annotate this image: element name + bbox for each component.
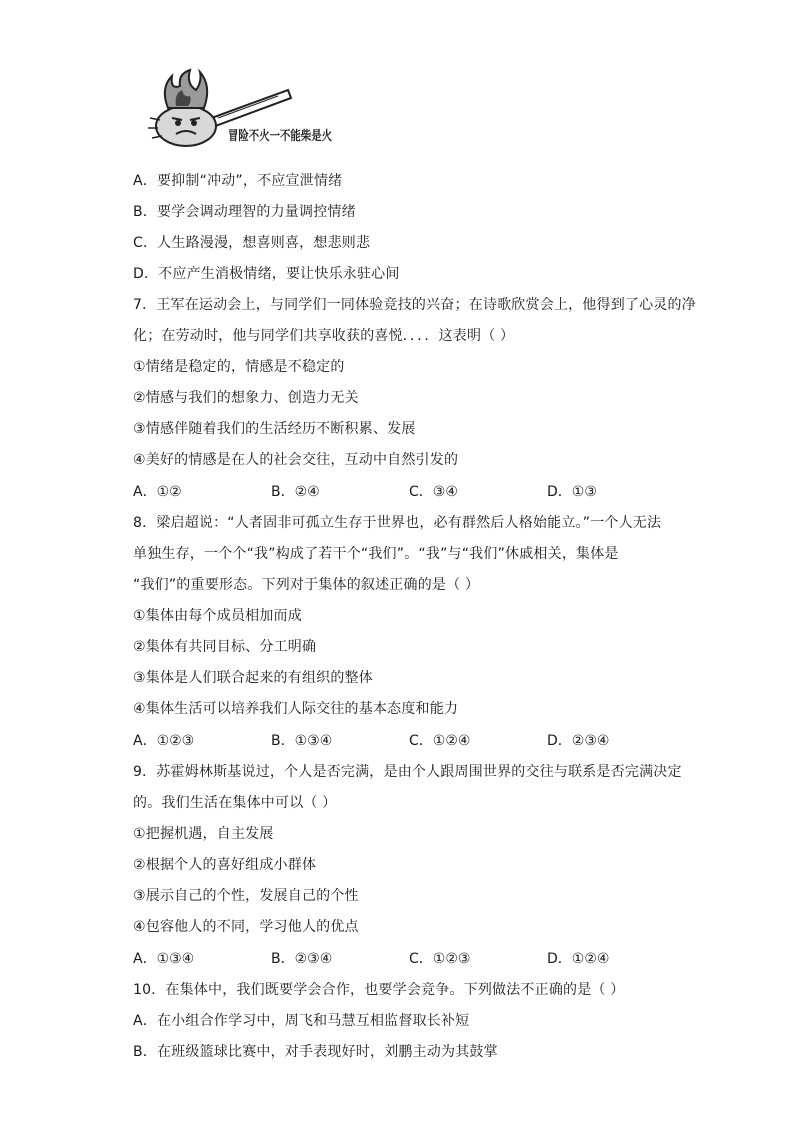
q7-choice-b: B．②④ — [271, 484, 320, 500]
q9-choice-d: D．①②④ — [547, 951, 610, 967]
q7-item-4: ④美好的情感是在人的社会交往，互动中自然引发的 — [133, 452, 459, 468]
q8-choice-b: B．①③④ — [271, 733, 333, 749]
q10-option-a: A．在小组合作学习中，周飞和马慧互相监督取长补短 — [133, 1013, 470, 1029]
q9-item-4: ④包容他人的不同，学习他人的优点 — [133, 919, 359, 935]
q7-stem-line-2: 化；在劳动时，他与同学们共享收获的喜悦．．．．这表明（ ） — [133, 328, 515, 344]
q9-item-2: ②根据个人的喜好组成小群体 — [133, 857, 317, 873]
illustration-caption: 冒险不火一不能柴是火 — [228, 129, 359, 144]
q8-choice-d: D．②③④ — [547, 733, 610, 749]
q6-option-c: C．人生路漫漫，想喜则喜，想悲则悲 — [133, 235, 371, 251]
q7-stem-line-1: 7．王军在运动会上，与同学们一同体验竞技的兴奋；在诗歌欣赏会上，他得到了心灵的净 — [133, 297, 696, 313]
q6-option-a: A．要抑制“冲动”，不应宣泄情绪 — [133, 173, 343, 189]
q8-choice-c: C．①②④ — [409, 733, 471, 749]
q9-choice-c: C．①②③ — [409, 951, 471, 967]
q8-stem-line-3: “我们”的重要形态。下列对于集体的叙述正确的是（ ） — [133, 577, 480, 593]
q10-stem: 10．在集体中，我们既要学会合作，也要学会竞争。下列做法不正确的是（ ） — [133, 982, 625, 998]
q8-item-2: ②集体有共同目标、分工明确 — [133, 639, 317, 655]
q9-stem-line-1: 9．苏霍姆林斯基说过，个人是否完满，是由个人跟周围世界的交往与联系是否完满决定 — [133, 764, 682, 780]
q7-item-3: ③情感伴随着我们的生活经历不断积累、发展 — [133, 421, 416, 437]
q7-choice-a: A．①② — [133, 484, 182, 500]
q9-item-1: ①把握机遇，自主发展 — [133, 826, 274, 842]
q8-item-1: ①集体由每个成员相加而成 — [133, 608, 302, 624]
q8-stem-line-2: 单独生存，一个个“我”构成了若干个“我们”。“我”与“我们”休戚相关，集体是 — [133, 546, 619, 562]
q7-item-1: ①情绪是稳定的，情感是不稳定的 — [133, 359, 345, 375]
q7-item-2: ②情感与我们的想象力、创造力无关 — [133, 390, 359, 406]
q8-stem-line-1: 8．梁启超说：“人者固非可孤立生存于世界也，必有群然后人格始能立。”一个人无法 — [133, 515, 662, 531]
q7-choice-d: D．①③ — [547, 484, 597, 500]
q9-stem-line-2: 的。我们生活在集体中可以（ ） — [133, 795, 337, 811]
matchstick-cartoon-illustration — [138, 68, 359, 160]
q6-option-d: D．不应产生消极情绪，要让快乐永驻心间 — [133, 266, 400, 282]
q10-option-b: B．在班级篮球比赛中，对手表现好时，刘鹏主动为其鼓掌 — [133, 1044, 498, 1060]
q8-choice-a: A．①②③ — [133, 733, 195, 749]
q8-item-3: ③集体是人们联合起来的有组织的整体 — [133, 670, 373, 686]
q8-item-4: ④集体生活可以培养我们人际交往的基本态度和能力 — [133, 701, 459, 717]
q9-choice-a: A．①③④ — [133, 951, 195, 967]
q9-item-3: ③展示自己的个性，发展自己的个性 — [133, 888, 359, 904]
q6-option-b: B．要学会调动理智的力量调控情绪 — [133, 204, 356, 220]
q7-choice-c: C．③④ — [409, 484, 458, 500]
q9-choice-b: B．②③④ — [271, 951, 333, 967]
